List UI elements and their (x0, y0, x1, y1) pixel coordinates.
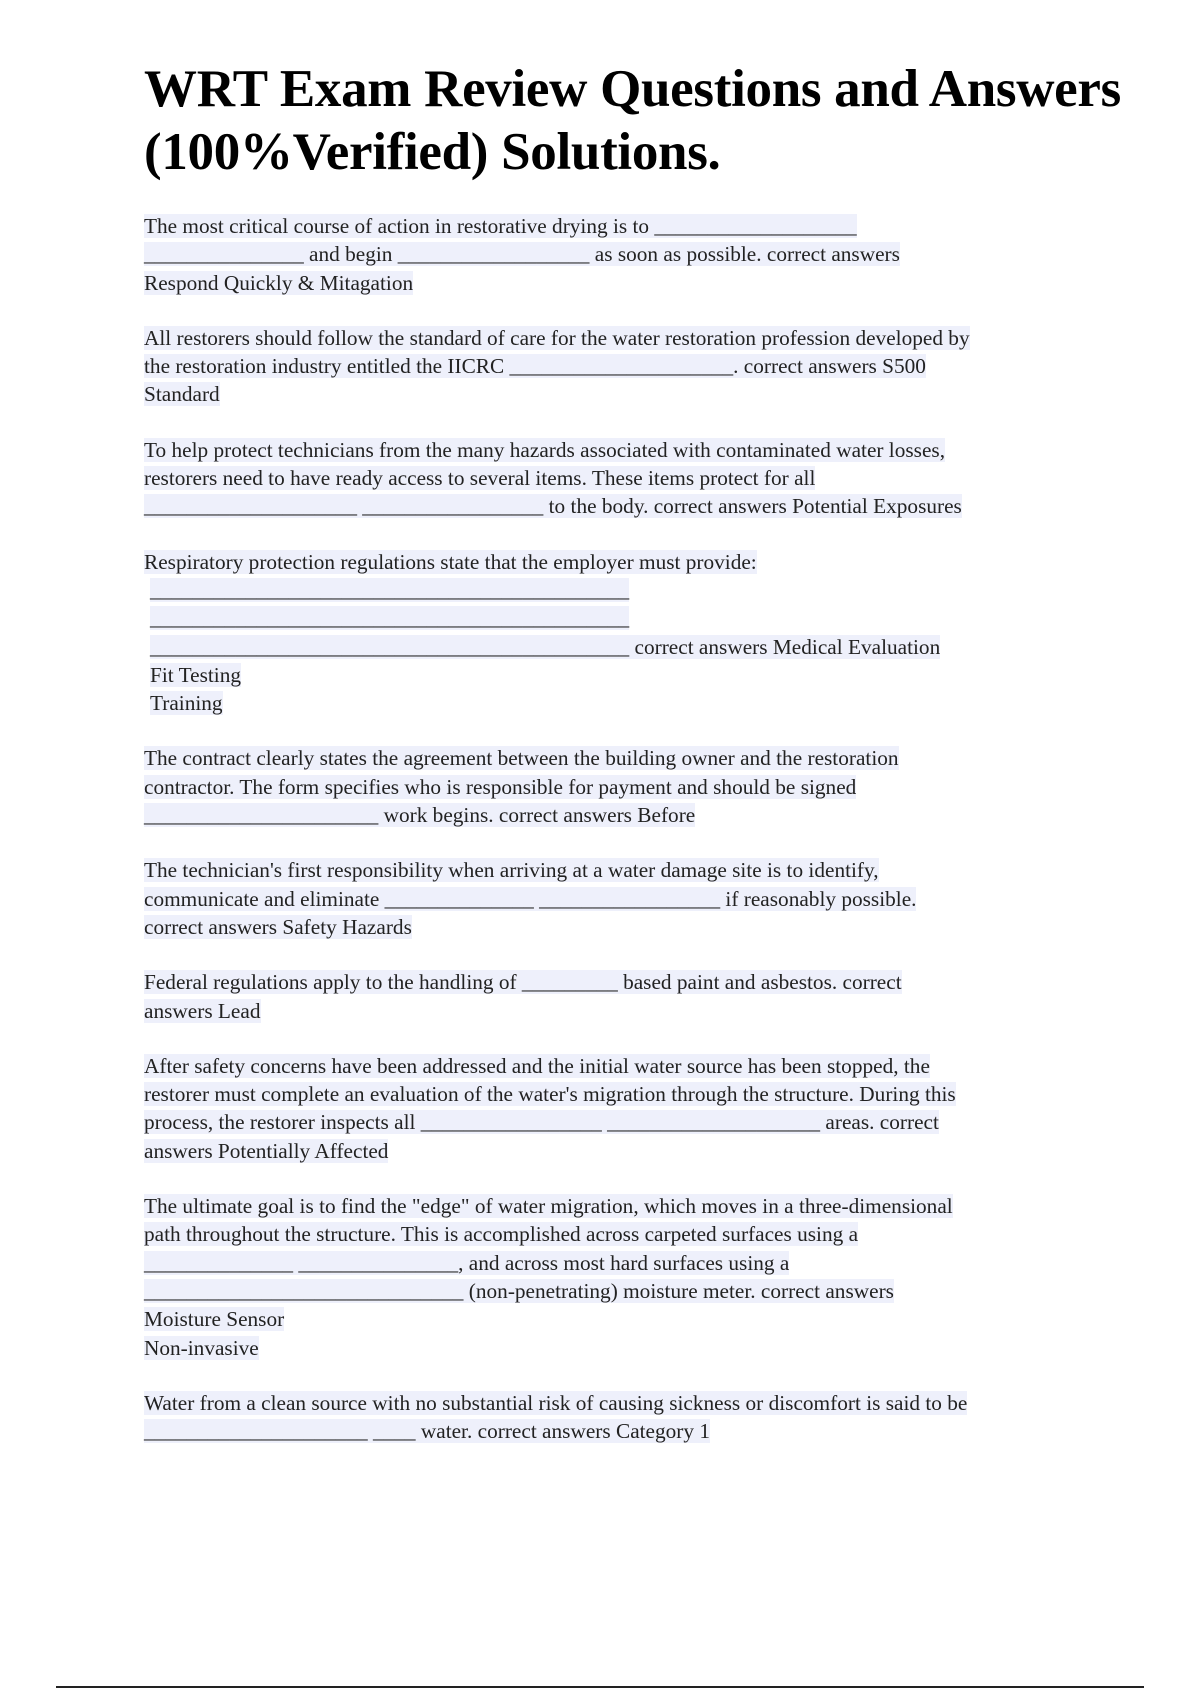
answer-line: ____________________ _________________ to the body. correct answers Potential Exposures (144, 494, 962, 519)
question-line: restorers need to have ready access to several items. These items protect for all (144, 466, 816, 491)
question-item (144, 968, 1079, 1025)
question-item (144, 1389, 1079, 1446)
answer-line: _____________________ ____ water. correct answers Category 1 (144, 1419, 711, 1444)
question-item (144, 1192, 1079, 1362)
answer-line: Training (150, 691, 223, 716)
question-line: All restorers should follow the standard of care for the water restoration profession developed by (144, 325, 970, 350)
document-page (144, 58, 1174, 1472)
blank-line: _____________________________________________ (150, 606, 630, 631)
question-item (144, 212, 1079, 297)
question-line: the restoration industry entitled the IICRC _____________________. correct answers S500 (144, 354, 926, 379)
title-line-1: WRT Exam Review Questions and Answers (144, 60, 1121, 118)
answer-line: answers Potentially Affected (144, 1138, 389, 1163)
question-line: contractor. The form specifies who is responsible for payment and should be signed (144, 774, 857, 799)
question-line: Water from a clean source with no substantial risk of causing sickness or discomfort is said to be (144, 1390, 968, 1415)
question-line: To help protect technicians from the many hazards associated with contaminated water losses, (144, 437, 946, 462)
question-line: path throughout the structure. This is accomplished across carpeted surfaces using a (144, 1222, 859, 1247)
question-line: After safety concerns have been addressed and the initial water source has been stopped, the (144, 1053, 930, 1078)
question-item (144, 1052, 1079, 1165)
question-line: process, the restorer inspects all _________________ ____________________ areas. correct (144, 1110, 939, 1135)
question-item (144, 324, 1079, 409)
answer-line: Non-invasive (144, 1335, 259, 1360)
question-line: The technician's first responsibility when arriving at a water damage site is to identify, (144, 858, 879, 883)
answer-line: Moisture Sensor (144, 1307, 285, 1332)
question-line: The contract clearly states the agreement between the building owner and the restoration (144, 746, 899, 771)
question-line: restorer must complete an evaluation of the water's migration through the structure. During this (144, 1082, 956, 1107)
question-line: _______________ and begin __________________ as soon as possible. correct answers (144, 242, 900, 267)
document-title (144, 58, 1174, 184)
question-line: Respiratory protection regulations state that the employer must provide: (144, 549, 757, 574)
question-list (144, 212, 1174, 1445)
blank-line: _____________________________________________ (150, 577, 630, 602)
answer-line: Fit Testing (150, 662, 242, 687)
answer-line: Standard (144, 382, 220, 407)
footer-divider (56, 1686, 1144, 1688)
answer-line: Respond Quickly & Mitagation (144, 270, 414, 295)
answer-line: _____________________________________________ correct answers Medical Evaluation (150, 634, 941, 659)
answer-line: ______________________ work begins. correct answers Before (144, 803, 696, 828)
title-line-2: (100%Verified) Solutions. (144, 123, 721, 181)
question-item (144, 436, 1079, 521)
question-item (144, 856, 1079, 941)
question-line: ______________ _______________, and across most hard surfaces using a (144, 1250, 790, 1275)
question-item (144, 548, 1079, 718)
answer-line: correct answers Safety Hazards (144, 914, 412, 939)
question-line: The most critical course of action in restorative drying is to ___________________ (144, 214, 857, 238)
question-line: communicate and eliminate ______________ _________________ if reasonably possible. (144, 886, 917, 911)
question-item (144, 744, 1079, 829)
question-line: The ultimate goal is to find the "edge" of water migration, which moves in a three-dimensional (144, 1194, 953, 1219)
question-line: ______________________________ (non-penetrating) moisture meter. correct answers (144, 1278, 894, 1303)
answer-line: answers Lead (144, 998, 261, 1023)
question-line: Federal regulations apply to the handling of _________ based paint and asbestos. correct (144, 970, 902, 995)
